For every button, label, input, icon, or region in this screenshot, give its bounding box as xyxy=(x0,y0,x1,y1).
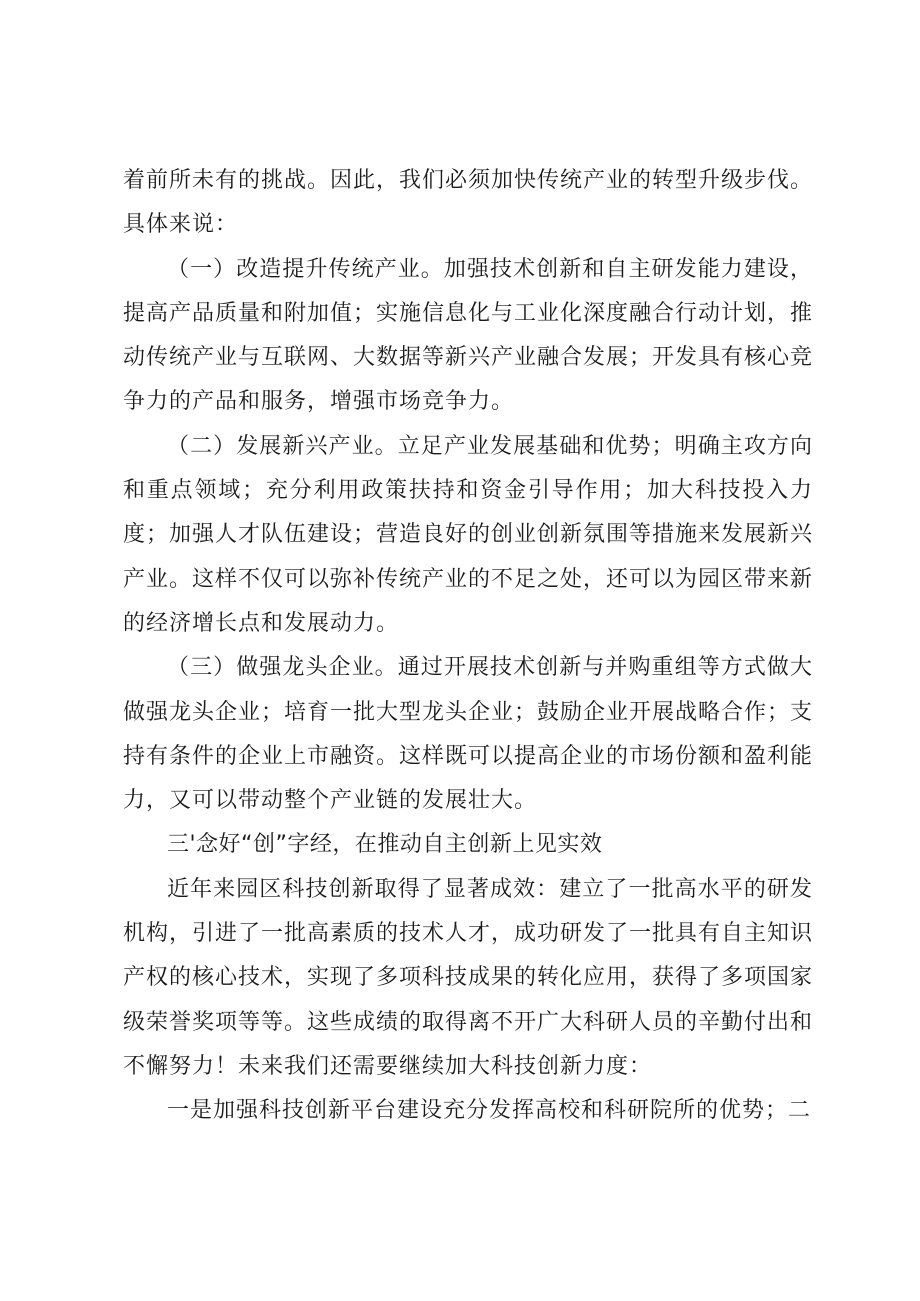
paragraph-item-2: （二）发展新兴产业。立足产业发展基础和优势；明确主攻方向和重点领域；充分利用政策扶持和资金引导作用；加大科技投入力度；加强人才队伍建设；营造良好的创业创新氛围等措施来发展新兴产业。这样不仅可以弥补传统产业的不足之处，还可以为园区带来新的经济增长点和发展动力。 xyxy=(123,433,814,636)
paragraph-item-3: （三）做强龙头企业。通过开展技术创新与并购重组等方式做大做强龙头企业；培育一批大型龙头企业；鼓励企业开展战略合作；支持有条件的企业上市融资。这样既可以提高企业的市场份额和盈利能力，又可以带动整个产业链的发展壮大。 xyxy=(123,655,814,814)
paragraph-innovation-measures: 一是加强科技创新平台建设充分发挥高校和科研院所的优势；二 xyxy=(167,1098,812,1124)
paragraph-innovation-achievements: 近年来园区科技创新取得了显著成效：建立了一批高水平的研发机构，引进了一批高素质的技术人才，成功研发了一批具有自主知识产权的核心技术，实现了多项科技成果的转化应用，获得了多项国家级荣誉奖项等等。这些成绩的取得离不开广大科研人员的辛勤付出和不懈努力！未来我们还需要继续加大科技创新力度： xyxy=(123,876,814,1079)
paragraph-continuation: 着前所未有的挑战。因此，我们必须加快传统产业的转型升级步伐。具体来说： xyxy=(123,168,814,238)
paragraph-item-1: （一）改造提升传统产业。加强技术创新和自主研发能力建设，提高产品质量和附加值；实施信息化与工业化深度融合行动计划，推动传统产业与互联网、大数据等新兴产业融合发展；开发具有核心竞争力的产品和服务，增强市场竞争力。 xyxy=(123,256,814,415)
section-heading: 三'念好“创”字经，在推动自主创新上见实效 xyxy=(167,832,603,858)
document-body xyxy=(123,159,813,1134)
